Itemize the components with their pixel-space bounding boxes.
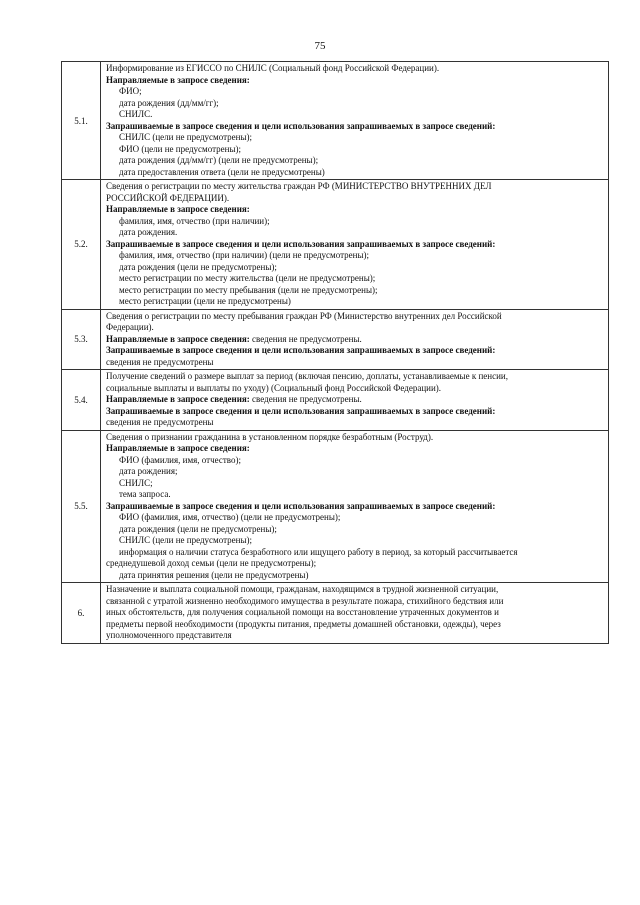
row-content xyxy=(101,180,609,310)
line-text: Запрашиваемые в запросе сведения и цели использования запрашиваемых в запросе сведений: xyxy=(106,500,496,511)
row-number: 5.1. xyxy=(62,62,101,180)
content-line xyxy=(106,109,605,121)
line-text: дата принятия решения (цели не предусмотрены) xyxy=(119,569,309,580)
line-text: место регистрации по месту пребывания (цели не предусмотрены); xyxy=(119,284,378,295)
line-text: Запрашиваемые в запросе сведения и цели использования запрашиваемых в запросе сведений: xyxy=(106,405,496,416)
line-text: сведения не предусмотрены xyxy=(106,356,214,367)
content-line xyxy=(106,357,605,369)
content-line xyxy=(106,512,605,524)
content-line xyxy=(106,630,605,642)
content-line xyxy=(106,535,605,547)
line-text: сведения не предусмотрены xyxy=(106,417,214,427)
row-content xyxy=(101,309,609,370)
line-text: Направляемые в запросе сведения: xyxy=(106,394,250,404)
row-number: 5.4. xyxy=(62,370,101,431)
line-text: Запрашиваемые в запросе сведения и цели использования запрашиваемых в запросе сведений: xyxy=(106,238,496,249)
line-text: Назначение и выплата социальной помощи, гражданам, находящимся в трудной жизненной ситуации, xyxy=(106,584,499,594)
content-line xyxy=(106,296,605,308)
content-line xyxy=(106,322,605,334)
content-line xyxy=(106,167,605,179)
table-row xyxy=(62,583,609,644)
content-line xyxy=(106,250,605,262)
line-text: среднедушевой доход семьи (цели не предусмотрены); xyxy=(106,558,317,568)
line-text: дата рождения (цели не предусмотрены); xyxy=(119,261,277,272)
table-row xyxy=(62,430,609,583)
content-line xyxy=(106,262,605,274)
line-text: СНИЛС. xyxy=(119,109,153,119)
line-text: дата рождения. xyxy=(119,227,178,237)
line-text: Направляемые в запросе сведения: xyxy=(106,204,250,214)
row-number: 5.5. xyxy=(62,430,101,583)
line-text: Сведения о регистрации по месту жительства граждан РФ (МИНИСТЕРСТВО ВНУТРЕННИХ ДЕЛ xyxy=(106,181,492,191)
line-text: Информирование из ЕГИССО по СНИЛС (Социальный фонд Российской Федерации). xyxy=(106,63,440,73)
section-heading xyxy=(106,443,605,455)
line-text: Сведения о признании гражданина в установленном порядке безработным (Роструд). xyxy=(106,431,434,442)
line-text: фамилия, имя, отчество (при наличии) (цели не предусмотрены); xyxy=(119,250,370,260)
content-line xyxy=(106,607,605,619)
content-line xyxy=(106,193,605,205)
row-number: 5.3. xyxy=(62,309,101,370)
content-line xyxy=(106,547,605,559)
line-text: информация о наличии статуса безработного или ищущего работу в период, за который рассчитывается xyxy=(119,546,518,557)
line-text: Федерации). xyxy=(106,322,154,332)
line-text: ФИО (фамилия, имя, отчество) (цели не предусмотрены); xyxy=(119,512,341,522)
table-row xyxy=(62,62,609,180)
content-line xyxy=(106,155,605,167)
line-text: Направляемые в запросе сведения: xyxy=(106,443,250,453)
line-text: предметы первой необходимости (продукты питания, предметы домашней обстановки, одежды), через xyxy=(106,618,501,629)
line-text: дата предоставления ответа (цели не предусмотрены) xyxy=(119,166,325,177)
line-text: Запрашиваемые в запросе сведения и цели использования запрашиваемых в запросе сведений: xyxy=(106,120,496,131)
content-line xyxy=(106,63,605,75)
content-line xyxy=(106,524,605,536)
table-row xyxy=(62,370,609,431)
line-text: социальные выплаты и выплаты по уходу) (Социальный фонд Российской Федерации). xyxy=(106,382,442,393)
content-line xyxy=(106,273,605,285)
section-heading xyxy=(106,406,605,418)
line-text: тема запроса. xyxy=(119,489,171,499)
row-content xyxy=(101,370,609,431)
line-text: Направляемые в запросе сведения: xyxy=(106,333,250,344)
content-line xyxy=(106,489,605,501)
section-heading xyxy=(106,394,605,406)
row-number: 5.2. xyxy=(62,180,101,310)
line-text: Направляемые в запросе сведения: xyxy=(106,74,250,85)
line-text: ФИО; xyxy=(119,86,142,96)
content-line xyxy=(106,584,605,596)
content-line xyxy=(106,432,605,444)
section-heading xyxy=(106,501,605,513)
row-number: 6. xyxy=(62,583,101,644)
page-number: 75 xyxy=(314,40,326,52)
line-tail-text: сведения не предусмотрены. xyxy=(249,394,362,404)
content-line xyxy=(106,570,605,582)
line-text: связанной с утратой жизненно необходимого имущества в результате пожара, стихийного бедствия или xyxy=(106,595,504,606)
line-text: СНИЛС (цели не предусмотрены); xyxy=(119,535,253,545)
line-text: дата рождения (дд/мм/гг); xyxy=(119,97,219,108)
line-text: СНИЛС (цели не предусмотрены); xyxy=(119,132,253,142)
line-text: ФИО (фамилия, имя, отчество); xyxy=(119,454,241,465)
line-text: дата рождения (цели не предусмотрены); xyxy=(119,523,277,534)
section-heading xyxy=(106,204,605,216)
content-line xyxy=(106,285,605,297)
line-text: дата рождения (дд/мм/гг) (цели не предусмотрены); xyxy=(119,155,319,165)
content-line xyxy=(106,181,605,193)
line-text: место регистрации по месту жительства (цели не предусмотрены); xyxy=(119,273,376,283)
content-line xyxy=(106,227,605,239)
section-heading xyxy=(106,121,605,133)
line-text: иных обстоятельств, для получения социальной помощи на восстановление утраченных документов и xyxy=(106,607,499,617)
content-line xyxy=(106,383,605,395)
content-line xyxy=(106,596,605,608)
content-line xyxy=(106,216,605,228)
row-content xyxy=(101,583,609,644)
section-heading xyxy=(106,239,605,251)
line-text: Сведения о регистрации по месту пребывания граждан РФ (Министерство внутренних дел Российской xyxy=(106,310,502,321)
data-table xyxy=(61,61,609,644)
content-line xyxy=(106,132,605,144)
line-text: Запрашиваемые в запросе сведения и цели использования запрашиваемых в запросе сведений: xyxy=(106,345,496,355)
content-line xyxy=(106,619,605,631)
content-line xyxy=(106,478,605,490)
section-heading xyxy=(106,334,605,346)
content-line xyxy=(106,455,605,467)
line-text: Получение сведений о размере выплат за период (включая пенсию, доплаты, устанавливаемые к пенсии, xyxy=(106,371,508,381)
content-line xyxy=(106,311,605,323)
content-line xyxy=(106,86,605,98)
content-line xyxy=(106,98,605,110)
table-row xyxy=(62,309,609,370)
line-text: фамилия, имя, отчество (при наличии); xyxy=(119,215,270,226)
section-heading xyxy=(106,75,605,87)
line-text: СНИЛС; xyxy=(119,477,153,488)
line-text: РОССИЙСКОЙ ФЕДЕРАЦИИ). xyxy=(106,192,230,203)
section-heading xyxy=(106,345,605,357)
content-line xyxy=(106,144,605,156)
row-content xyxy=(101,430,609,583)
content-line xyxy=(106,558,605,570)
line-text: ФИО (цели не предусмотрены); xyxy=(119,143,242,154)
content-line xyxy=(106,417,605,429)
row-content xyxy=(101,62,609,180)
content-line xyxy=(106,371,605,383)
table-row xyxy=(62,180,609,310)
line-tail-text: сведения не предусмотрены. xyxy=(249,333,362,344)
content-line xyxy=(106,466,605,478)
line-text: место регистрации (цели не предусмотрены) xyxy=(119,296,291,306)
line-text: дата рождения; xyxy=(119,466,178,476)
line-text: уполномоченного представителя xyxy=(106,630,232,640)
